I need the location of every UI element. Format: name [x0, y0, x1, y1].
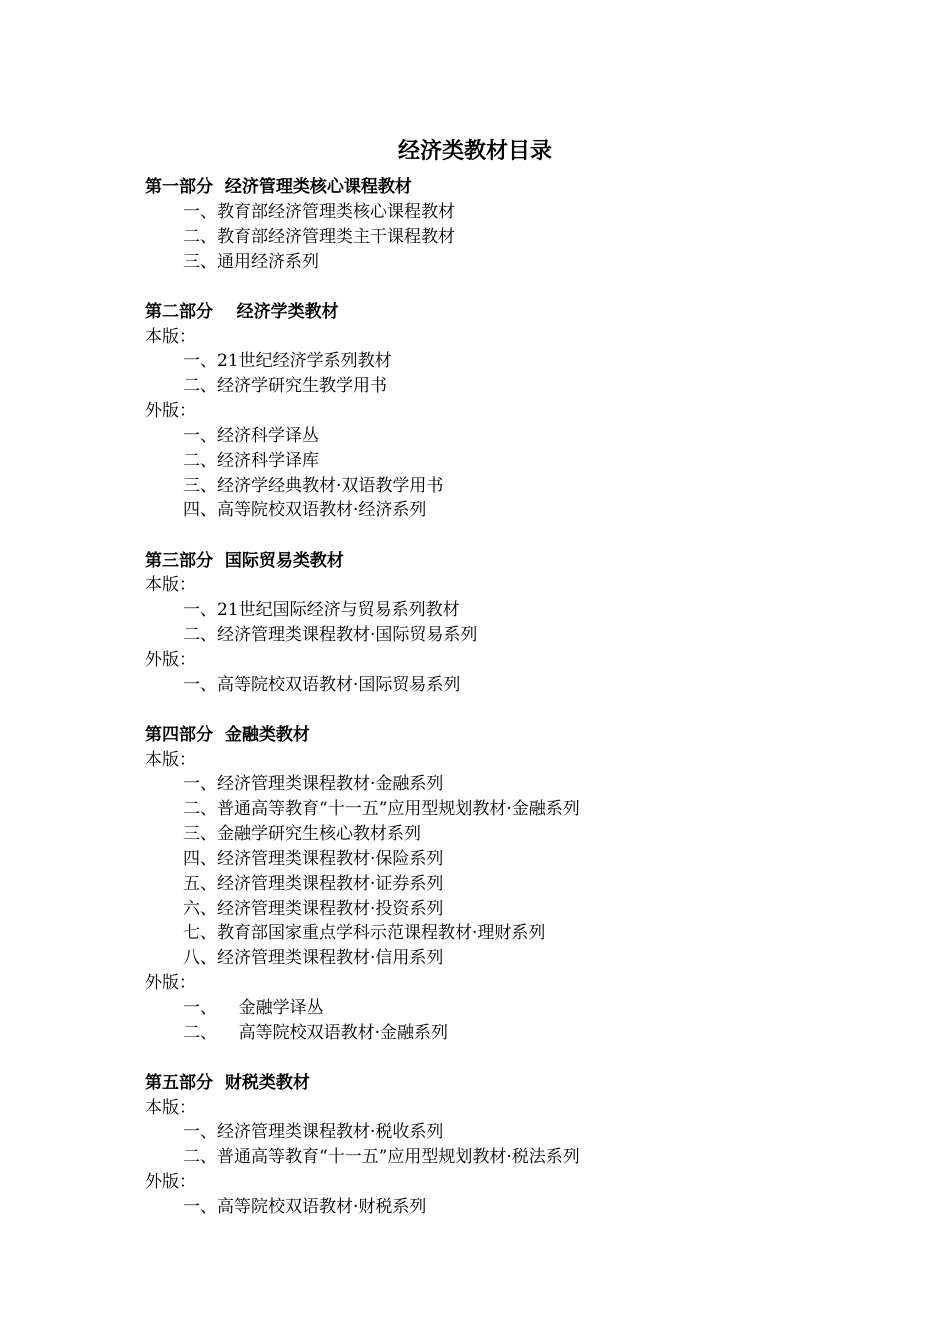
section-2-foreign-item-2: 二、经济科学译库	[183, 451, 319, 471]
section-3-domestic-item-2: 二、经济管理类课程教材·国际贸易系列	[183, 625, 478, 645]
section-4-foreign-label: 外版：	[145, 973, 196, 993]
section-4-foreign-item-2: 二、 高等院校双语教材·金融系列	[183, 1023, 449, 1043]
section-4-domestic-item-8: 八、经济管理类课程教材·信用系列	[183, 948, 444, 968]
section-4-domestic-item-7: 七、教育部国家重点学科示范课程教材·理财系列	[183, 923, 546, 943]
section-4-domestic-label: 本版：	[145, 750, 196, 770]
section-3-foreign-item-1: 一、高等院校双语教材·国际贸易系列	[183, 675, 461, 695]
section-2-foreign-item-4: 四、高等院校双语教材·经济系列	[183, 500, 427, 520]
section-3-domestic-item-1: 一、21世纪国际经济与贸易系列教材	[183, 600, 460, 620]
section-5-domestic-item-2: 二、普通高等教育“十一五”应用型规划教材·税法系列	[183, 1147, 580, 1167]
section-5-domestic-label: 本版：	[145, 1098, 196, 1118]
section-2-foreign-item-3: 三、经济学经典教材·双语教学用书	[183, 476, 444, 496]
section-4-domestic-item-5: 五、经济管理类课程教材·证券系列	[183, 874, 444, 894]
section-4-domestic-item-3: 三、金融学研究生核心教材系列	[183, 824, 421, 844]
section-4-domestic-item-2: 二、普通高等教育“十一五”应用型规划教材·金融系列	[183, 799, 580, 819]
section-5-foreign-item-1: 一、高等院校双语教材·财税系列	[183, 1197, 427, 1217]
section-2-foreign-label: 外版：	[145, 401, 196, 421]
section-3-foreign-label: 外版：	[145, 650, 196, 670]
section-1-item-2: 二、教育部经济管理类主干课程教材	[183, 227, 455, 247]
document-title: 经济类教材目录	[397, 138, 552, 164]
section-1-heading: 第一部分 经济管理类核心课程教材	[145, 177, 412, 197]
section-4-domestic-item-6: 六、经济管理类课程教材·投资系列	[183, 899, 444, 919]
section-5-heading: 第五部分 财税类教材	[145, 1073, 310, 1093]
section-2-domestic-item-2: 二、经济学研究生教学用书	[183, 376, 387, 396]
section-2-foreign-item-1: 一、经济科学译丛	[183, 426, 319, 446]
section-1-item-1: 一、教育部经济管理类核心课程教材	[183, 202, 455, 222]
section-3-domestic-label: 本版：	[145, 575, 196, 595]
section-2-domestic-label: 本版：	[145, 327, 196, 347]
section-5-domestic-item-1: 一、经济管理类课程教材·税收系列	[183, 1122, 444, 1142]
section-2-domestic-item-1: 一、21世纪经济学系列教材	[183, 351, 392, 371]
section-4-domestic-item-1: 一、经济管理类课程教材·金融系列	[183, 774, 444, 794]
section-4-domestic-item-4: 四、经济管理类课程教材·保险系列	[183, 849, 444, 869]
section-5-foreign-label: 外版：	[145, 1172, 196, 1192]
section-3-heading: 第三部分 国际贸易类教材	[145, 551, 344, 571]
section-1-item-3: 三、通用经济系列	[183, 252, 319, 272]
section-4-heading: 第四部分 金融类教材	[145, 725, 310, 745]
section-4-foreign-item-1: 一、 金融学译丛	[183, 998, 324, 1018]
section-2-heading: 第二部分 经济学类教材	[145, 302, 339, 322]
